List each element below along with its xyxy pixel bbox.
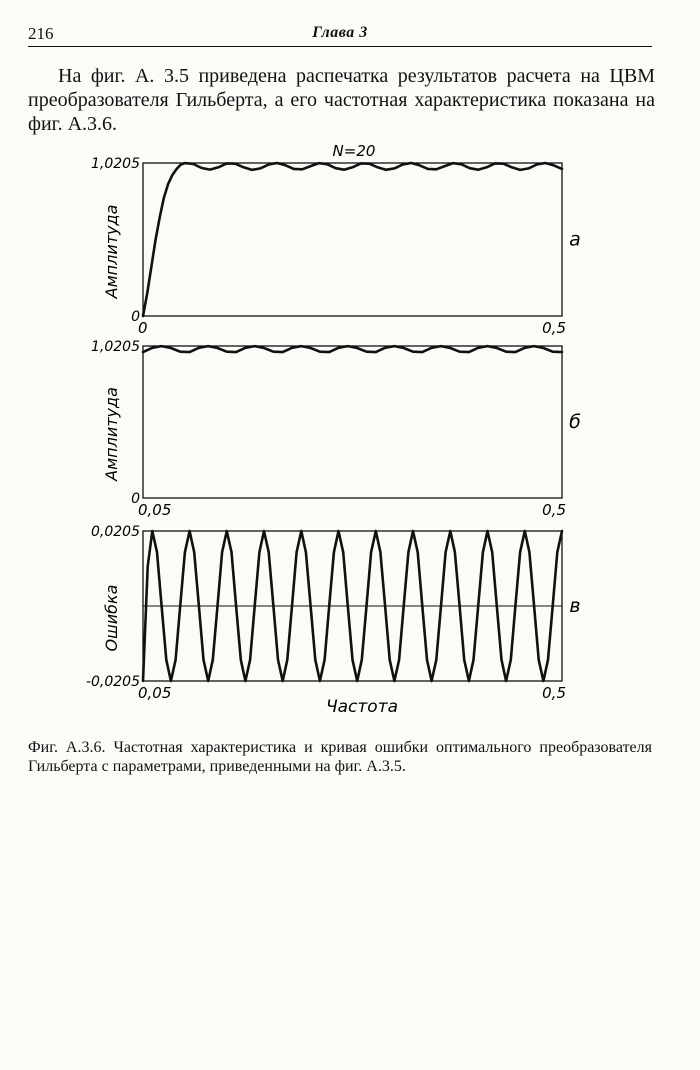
y-axis-label-v: Ошибка xyxy=(102,584,121,652)
running-header xyxy=(28,22,652,47)
page-number: 216 xyxy=(28,24,54,43)
x-tick-left-v: 0,05 xyxy=(138,684,172,702)
y-tick-bottom-a: 0 xyxy=(131,309,140,325)
y-tick-bottom-v: -0,0205 xyxy=(85,674,140,690)
intro-text: На фиг. А. 3.5 приведена распечатка результатов расчета на ЦВМ преобразователя Гильберта, а его частотная характеристика показана на фиг. А.3.6. xyxy=(28,65,655,135)
y-tick-top-v: 0,0205 xyxy=(91,524,140,540)
panel-b xyxy=(91,339,581,519)
chapter-title: Глава 3 xyxy=(312,24,368,41)
y-tick-top-a: 1,0205 xyxy=(91,156,140,172)
y-tick-top-b: 1,0205 xyxy=(91,339,140,355)
figure-a-3-6 xyxy=(0,138,700,728)
panel-label-v: в xyxy=(569,595,581,617)
plot-frame-a xyxy=(143,163,562,316)
x-axis-label: Частота xyxy=(325,697,399,717)
x-tick-right-a: 0,5 xyxy=(542,319,566,337)
plot-frame-b xyxy=(143,346,562,498)
panel-label-a: а xyxy=(569,228,581,251)
panel-label-b: б xyxy=(569,411,581,433)
y-tick-bottom-b: 0 xyxy=(131,491,140,507)
chart-panels xyxy=(86,156,581,702)
x-tick-right-b: 0,5 xyxy=(542,501,566,519)
intro-paragraph xyxy=(28,64,655,136)
n-annotation: N=20 xyxy=(332,142,376,160)
caption-text: Фиг. А.3.6. Частотная характеристика и кривая ошибки оптимального преобразователя Гильберта с параметрами, приведенными на фиг. А.3.5. xyxy=(28,739,652,775)
y-axis-label-b: Амплитуда xyxy=(102,387,121,481)
curve-b-0 xyxy=(143,346,562,352)
panel-v xyxy=(86,524,581,702)
y-axis-label-a: Амплитуда xyxy=(102,204,121,299)
curve-a-0 xyxy=(143,163,562,316)
x-tick-left-b: 0,05 xyxy=(138,501,172,519)
figure-caption xyxy=(28,738,652,776)
x-tick-right-v: 0,5 xyxy=(542,684,566,702)
panel-a xyxy=(91,156,581,337)
x-tick-left-a: 0 xyxy=(138,319,148,337)
